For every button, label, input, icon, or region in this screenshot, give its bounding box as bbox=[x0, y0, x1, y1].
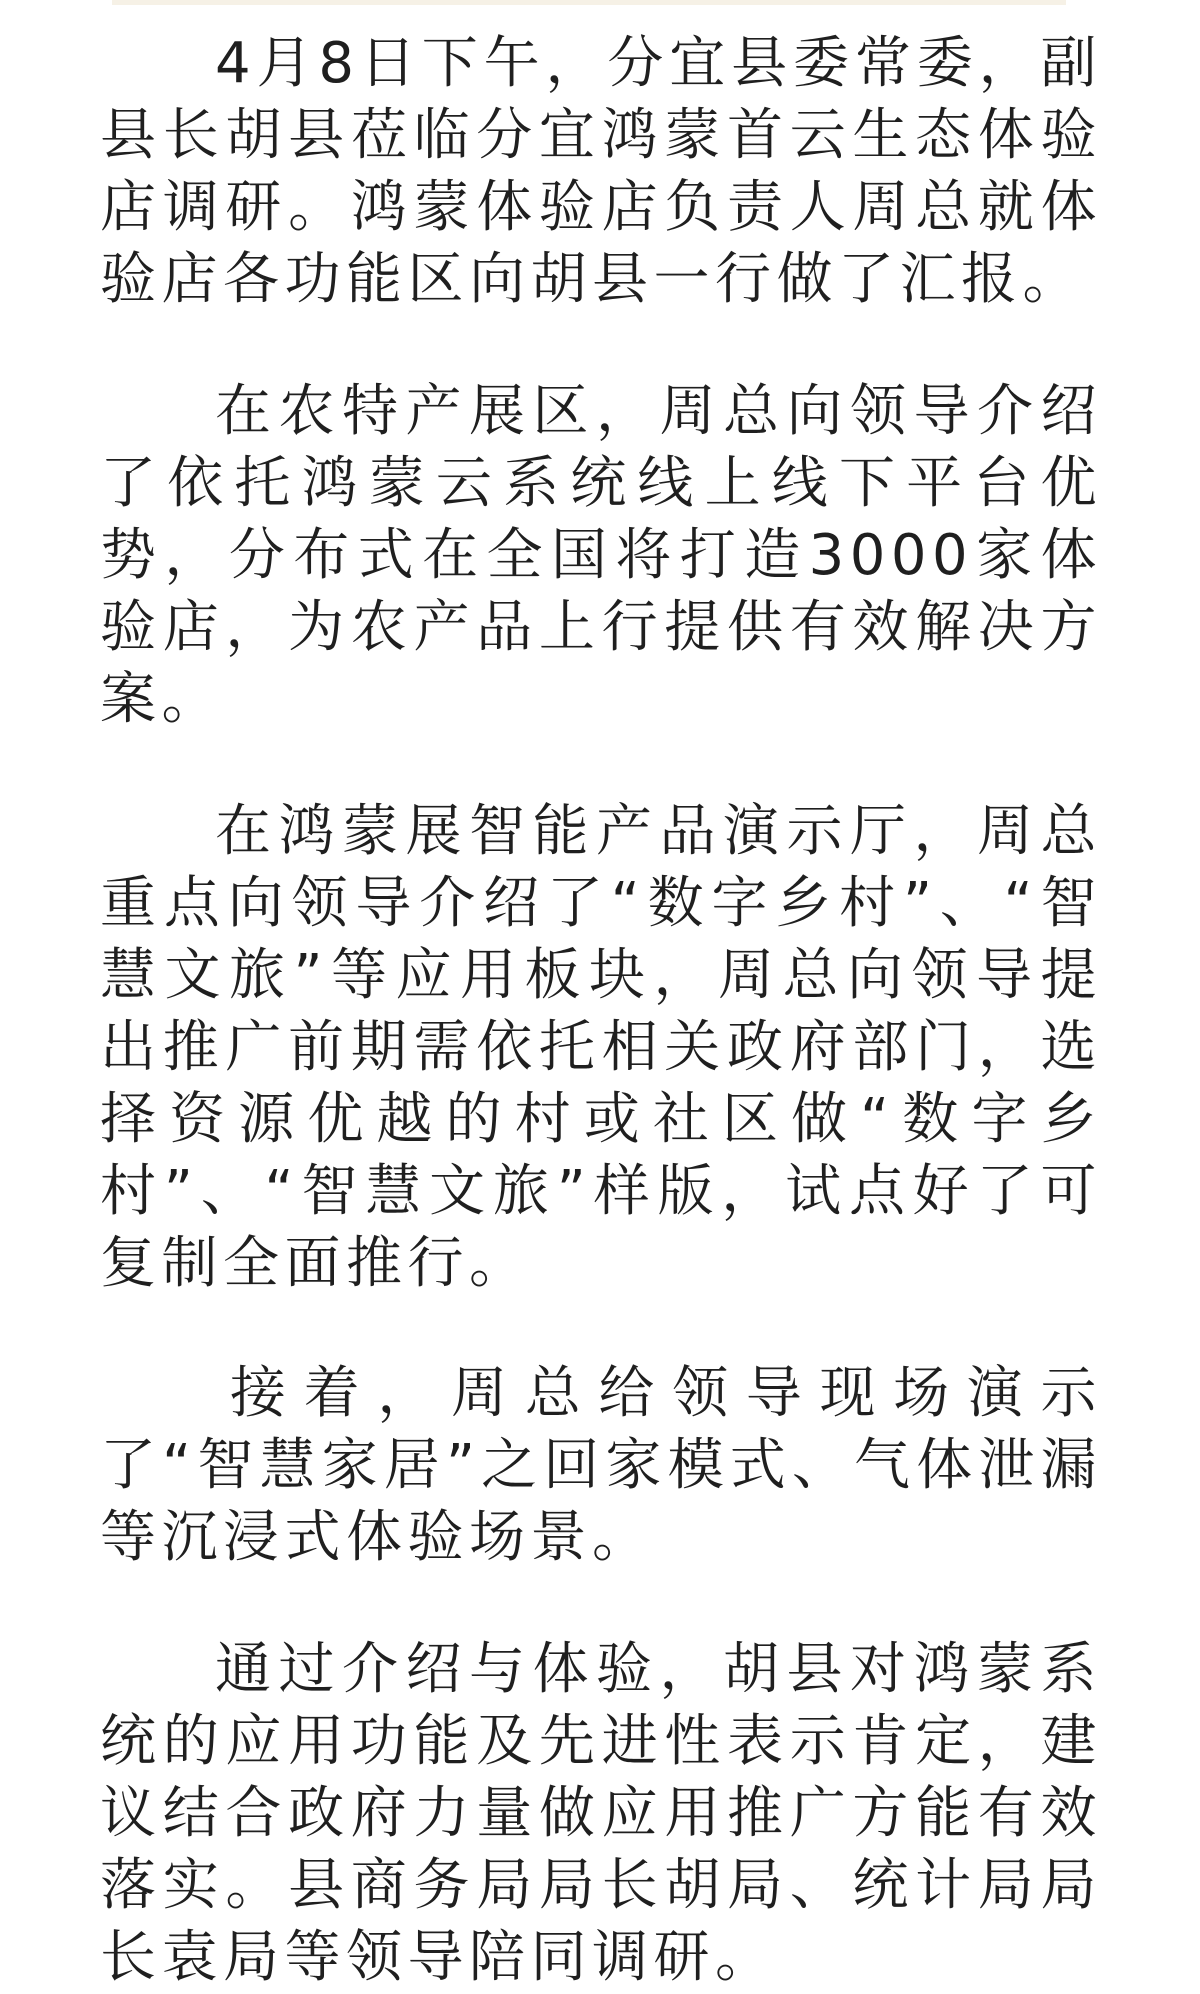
top-decorative-strip bbox=[112, 0, 1066, 5]
paragraph-smart-home-demo: 接着，周总给领导现场演示了“智慧家居”之回家模式、气体泄漏等沉浸式体验场景。 bbox=[100, 1361, 1102, 1570]
article-body bbox=[100, 28, 1102, 1994]
paragraph-visit-intro: 4月8日下午，分宜县委常委，副县长胡县莅临分宜鸿蒙首云生态体验店调研。鸿蒙体验店负责人周总就体验店各功能区向胡县一行做了汇报。 bbox=[100, 31, 1102, 312]
paragraph-conclusion: 通过介绍与体验，胡县对鸿蒙系统的应用功能及先进性表示肯定，建议结合政府力量做应用推广方能有效落实。县商务局局长胡局、统计局局长袁局等领导陪同调研。 bbox=[100, 1637, 1102, 1990]
paragraph-smart-products-hall: 在鸿蒙展智能产品演示厅，周总重点向领导介绍了“数字乡村”、“智慧文旅”等应用板块，周总向领导提出推广前期需依托相关政府部门，选择资源优越的村或社区做“数字乡村”、“智慧文旅”样版，试点好了可复制全面推行。 bbox=[100, 799, 1102, 1296]
paragraph-agri-products-zone: 在农特产展区，周总向领导介绍了依托鸿蒙云系统线上线下平台优势，分布式在全国将打造3000家体验店，为农产品上行提供有效解决方案。 bbox=[100, 379, 1102, 732]
